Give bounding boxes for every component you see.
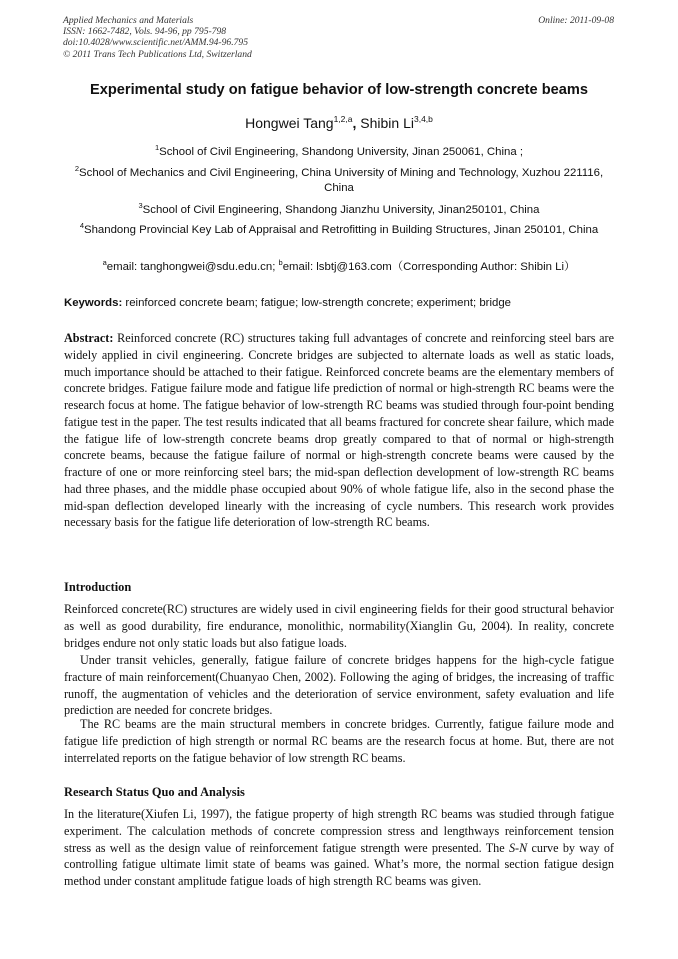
affiliation-superscript: 4 xyxy=(79,221,84,230)
email-a: email: tanghongwei@sdu.edu.cn; xyxy=(106,261,276,273)
author-superscript: 3,4,b xyxy=(413,114,433,124)
affiliation-4 xyxy=(64,223,614,238)
affiliation-2 xyxy=(64,166,614,196)
abstract xyxy=(64,330,614,531)
author-name: Shibin Li xyxy=(360,115,414,131)
introduction-paragraph-1: Reinforced concrete(RC) structures are widely used in civil engineering fields for their good structural behavior as well as good durability, fire endurance, monolithic, normability(Xianglin Gu, 2004). In reality, concrete bridges endure not only static loads but also fatigue loads. xyxy=(64,602,614,650)
paper-title: Experimental study on fatigue behavior of low-strength concrete beams xyxy=(90,82,588,98)
online-date: Online: 2011-09-08 xyxy=(538,15,614,26)
introduction-paragraph-3: The RC beams are the main structural members in concrete bridges. Currently, fatigue failure mode and fatigue life prediction of high strength or normal RC beams are the research focus at home. But, there are not interrelated reports on the fatigue behavior of low strength RC beams. xyxy=(64,717,614,765)
affiliation-text: School of Civil Engineering, Shandong University, Jinan 250061, China ; xyxy=(159,146,524,158)
author-separator: , xyxy=(352,115,357,131)
affiliation-superscript: 2 xyxy=(74,164,80,173)
doi-line: doi:10.4028/www.scientific.net/AMM.94-96.795 xyxy=(63,37,249,49)
sn-curve-term: S-N xyxy=(508,840,528,855)
author-line xyxy=(40,114,638,132)
abstract-text: Reinforced concrete (RC) structures taking full advantages of concrete and reinforcing steel bars are widely applied in civil engineering. Concrete bridges are subjected to alternate loads as well as static loads, much importance should be attached to their fatigue. Reinforced concrete beams are the elementary members of concrete bridges. Fatigue failure mode and fatigue life prediction of normal or high-strength RC beams were the research focus at home. The fatigue behavior of low-strength RC beams was studied through four-point bending fatigue test in the paper. The test results indicated that all beams fractured for concrete shear failure, which made the fatigue life of low-strength concrete beams drop greatly compared to that of normal or high-strength concrete beams, because the fatigue failure of normal or high-strength concrete beams were caused by the fracture of one or more reinforcing steel bars; the mid-span deflection development of low-strength RC beams had three phases, and the middle phase occupied about 90% of whole fatigue life, also in the second phase the mid-span deflection developed linearly with the increasing of cycle numbers. This research work provides necessary basis for the fatigue life deterioration of low-strength RC beams. xyxy=(64,331,615,530)
journal-header xyxy=(63,15,252,60)
author-name: Hongwei Tang xyxy=(245,115,334,131)
affiliation-superscript: 3 xyxy=(138,201,143,210)
affiliation-text: Shandong Provincial Key Lab of Appraisal and Retrofitting in Building Structures, Jinan 250101, China xyxy=(84,224,599,236)
email-superscript: a xyxy=(102,258,107,267)
research-text: curve by way of controlling fatigue ultimate limit state of beams was gained. What’s more, the normal section fatigue design method under constant amplitude fatigue loads of high strength RC beams was given. xyxy=(64,840,614,888)
introduction-paragraph-2: Under transit vehicles, generally, fatigue failure of concrete bridges happens for the high-cycle fatigue fracture of main reinforcement(Chuanyao Chen, 2002). Following the aging of bridges, the increasing of traffic runoff, the augmentation of vehicles and the deterioration of service environment, safety evaluation and life prediction are needed for concrete bridges. xyxy=(64,653,614,718)
keywords-label: Keywords: xyxy=(64,297,123,309)
affiliation-text: School of Mechanics and Civil Engineering, China University of Mining and Technology, Xuzhou 221116, China xyxy=(79,167,604,194)
abstract-label: Abstract: xyxy=(64,331,114,345)
affiliation-superscript: 1 xyxy=(154,143,160,152)
email-b: email: lsbtj@163.com（Corresponding Author: Shibin Li） xyxy=(282,261,576,273)
keywords-text: reinforced concrete beam; fatigue; low-strength concrete; experiment; bridge xyxy=(125,297,511,309)
journal-name: Applied Mechanics and Materials xyxy=(63,15,194,26)
affiliation-text: School of Civil Engineering, Shandong Jianzhu University, Jinan250101, China xyxy=(142,204,540,216)
email-superscript: b xyxy=(278,258,283,267)
affiliation-3 xyxy=(64,203,614,218)
research-text: In the literature(Xiufen Li, 1997), the fatigue property of high strength RC beams was studied through fatigue experiment. The calculation methods of concrete compression stress and lengthways reinforcement tension stress as well as the design value of reinforcement fatigue strength were presented. The xyxy=(64,807,614,855)
research-heading: Research Status Quo and Analysis xyxy=(64,785,245,799)
research-paragraph-1 xyxy=(64,806,614,890)
issn-line: ISSN: 1662-7482, Vols. 94-96, pp 795-798 xyxy=(63,26,227,38)
affiliation-1 xyxy=(64,145,614,160)
introduction-heading: Introduction xyxy=(64,580,132,594)
author-superscript: 1,2,a xyxy=(333,114,353,124)
keywords xyxy=(64,296,616,311)
copyright-line: © 2011 Trans Tech Publications Ltd, Switzerland xyxy=(63,48,252,60)
email-line xyxy=(64,260,614,275)
